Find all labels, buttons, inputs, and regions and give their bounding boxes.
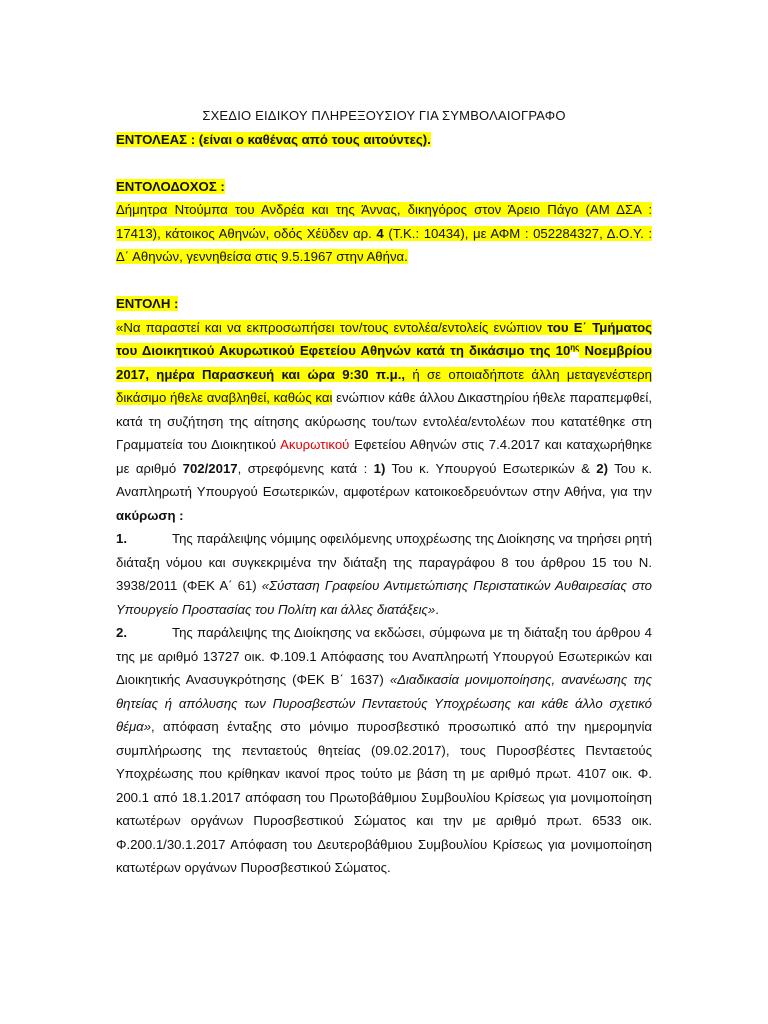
entoli-party-2-label: 2) (596, 460, 609, 476)
entoli-text-h: Του κ. Υπουργού Εσωτερικών & (385, 460, 597, 476)
list-item-1-text: Της παράλειψης νόμιμης οφειλόμενης υποχρέωσης της Διοίκησης να τηρήσει ρητή διάταξη νόμου και συγκεκριμένα την διάταξη της παραγράφου 8 του άρθρου 15 του Ν. 3938/2011 (ΦΕΚ Α΄ 61) (116, 531, 652, 593)
document-title: ΣΧΕΔΙΟ ΕΙΔΙΚΟΥ ΠΛΗΡΕΞΟΥΣΙΟΥ ΓΙΑ ΣΥΜΒΟΛΑΙΟΓΡΑΦΟ (202, 108, 566, 123)
entoli-superscript: ης (570, 342, 580, 352)
entoli-text-a: «Να παραστεί και να εκπροσωπήσει τον/τους εντολέα/εντολείς ενώπιον (116, 319, 548, 335)
entolodoxos-heading: ΕΝΤΟΛΟΔΟΧΟΣ : (116, 178, 225, 194)
list-item-2 (116, 621, 652, 880)
entoli-court-text: του Ε΄ Τμήματος του Διοικητικού Ακυρωτικού Εφετείου Αθηνών κατά τη δικάσιμο της 10 (116, 319, 652, 358)
list-item-2-text: Της παράλειψης της Διοίκησης να εκδώσει, σύμφωνα με τη διάταξη του άρθρου 4 της με αριθμό 13727 οικ. Φ.109.1 Απόφασης του Αναπληρωτή Υπουργού Εσωτερικών και Διοικητικής Ανασυγκρότησης (ΦΕΚ Β΄ 1637) (116, 625, 652, 687)
entoli-text-f: Εφετείου Αθηνών στις 7.4.2017 και καταχωρήθηκε με αριθμό (116, 437, 652, 476)
entolodoxos-text-2: (Τ.Κ.: 10434), με ΑΦΜ : 052284327, Δ.Ο.Υ. : Δ΄ Αθηνών, γεννηθείσα στις 9.5.1967 στην Αθήνα. (116, 225, 652, 264)
entoli-party-1-label: 1) (373, 460, 386, 476)
entoli-text-d: ή σε οποιαδήποτε άλλη μεταγενέστερη δικάσιμο ήθελε αναβληθεί, καθώς και (116, 366, 652, 405)
entoli-heading-line (116, 292, 652, 316)
entoli-date-text: Νοεμβρίου 2017, ημέρα Παρασκευή και ώρα 9:30 π.μ., (116, 343, 652, 382)
document-page (116, 104, 652, 880)
entoli-paragraph (116, 316, 652, 528)
entolodoxos-street-number: 4 (376, 225, 384, 241)
list-item-1-italic: «Σύσταση Γραφείου Αντιμετώπισης Περιστατικών Αυθαιρεσίας στο Υπουργείο Προστασίας του Πολίτη και άλλες διατάξεις» (116, 578, 652, 617)
entolodoxos-text-1: Δήμητρα Ντούμπα του Ανδρέα και της Άννας, δικηγόρος στον Άρειο Πάγο (ΑΜ ΔΣΑ : 17413), κάτοικος Αθηνών, οδός Χέϋδεν αρ. (116, 202, 652, 241)
entolodoxos-heading-line (116, 175, 652, 199)
entoli-case-number: 702/2017 (182, 460, 238, 476)
list-item-2-end: , απόφαση ένταξης στο μόνιμο πυροσβεστικό προσωπικό από την ημερομηνία συμπλήρωσης της πενταετούς θητείας (09.02.2017), τους Πυροσβέστες Πενταετούς Υποχρέωσης που κρίθηκαν ικανοί προς τούτο με βάση τη με αριθμό πρωτ. 4107 οικ. Φ. 200.1 από 18.1.2017 απόφαση του Πρωτοβάθμιου Συμβουλίου Κρίσεως για μονιμοποίηση κατωτέρων οργάνων Πυροσβεστικού Σώματος και την με αριθμό πρωτ. 6533 οικ. Φ.200.1/30.1.2017 Απόφαση του Δευτεροβάθμιου Συμβουλίου Κρίσεως για μονιμοποίηση κατωτέρων οργάνων Πυροσβεστικού Σώματος. (116, 719, 652, 875)
entolodoxos-paragraph (116, 198, 652, 269)
entoleas-text: ΕΝΤΟΛΕΑΣ : (είναι ο καθένας από τους αιτούντες). (116, 131, 431, 147)
entoli-text-g: , στρεφόμενης κατά : (237, 460, 374, 476)
list-item-2-italic: «Διαδικασία μονιμοποίησης, ανανέωσης της θητείας ή απόλυσης των Πυροσβεστών Πενταετούς Υποχρέωσης και κάθε άλλο σχετικό θέμα» (116, 672, 653, 734)
entoleas-line (116, 128, 652, 152)
list-item-1-number: 1. (116, 531, 127, 546)
entoli-text-i: Του κ. Αναπληρωτή Υπουργού Εσωτερικών, αμφοτέρων κατοικοεδρευόντων στην Αθήνα, για την (116, 460, 653, 499)
list-item-1-end: . (435, 601, 439, 617)
spacer (116, 269, 652, 293)
entoli-red-word: Ακυρωτικού (280, 437, 350, 452)
spacer (116, 151, 652, 175)
list-item-2-number: 2. (116, 625, 127, 640)
list-item-1 (116, 527, 652, 621)
entoli-heading: ΕΝΤΟΛΗ : (116, 296, 179, 311)
entoli-akyrosi: ακύρωση : (116, 507, 184, 523)
entoli-text-e: ενώπιον κάθε άλλου Δικαστηρίου ήθελε παραπεμφθεί, κατά τη συζήτηση της αίτησης ακύρωσης του/των εντολέα/εντολέων που κατατέθηκε στη Γραμματεία του Διοικητικού (116, 390, 652, 452)
